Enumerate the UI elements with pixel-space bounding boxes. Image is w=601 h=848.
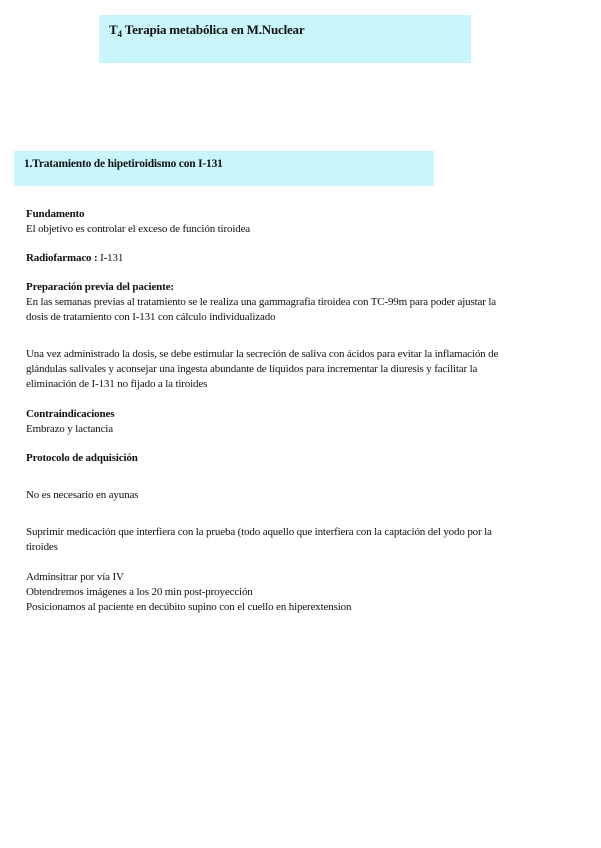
protocolo-medicacion-line-1: Suprimir medicación que interfiera con la prueba (todo aquello que interfiera con la captación del yodo por la [26,526,492,538]
protocolo-via: Adminsitrar por vía IV [26,571,124,583]
contraindicaciones-heading: Contraindicaciones [26,408,115,420]
preparacion-para2-line-2: glándulas salivales y aconsejar una ingesta abundante de líquidos para incrementar la diuresis y facilitar la [26,363,478,375]
document-title-banner [99,15,471,63]
protocolo-ayunas: No es necesario en ayunas [26,489,139,501]
radiofarmaco-heading: Radiofarmaco : [26,252,98,264]
preparacion-line-1: En las semanas previas al tratamiento se le realiza una gammagrafia tiroidea con TC-99m para poder ajustar la [26,296,496,308]
section-heading: 1.Tratamiento de hipetiroidismo con I-131 [24,158,223,170]
preparacion-para2-line-1: Una vez administrado la dosis, se debe estimular la secreción de saliva con ácidos para evitar la inflamación de [26,348,499,360]
title-number: 4 [117,29,122,39]
protocolo-imagenes: Obtendremos imágenes a los 20 min post-proyección [26,586,253,598]
document-body [26,207,561,615]
protocolo-medicacion-line-2: tiroides [26,541,58,553]
radiofarmaco-value: I-131 [97,252,124,264]
section-heading-banner [14,151,434,186]
protocolo-posicion: Posicionamos al paciente en decúbito supino con el cuello en hiperextension [26,601,352,613]
fundamento-text: El objetivo es controlar el exceso de función tiroidea [26,223,251,235]
preparacion-heading: Preparación previa del paciente: [26,281,174,293]
fundamento-heading: Fundamento [26,208,85,220]
preparacion-para2-line-3: eliminación de I-131 no fijado a la tiroides [26,378,208,390]
contraindicaciones-text: Embrazo y lactancia [26,423,113,435]
protocolo-heading: Protocolo de adquisición [26,452,138,464]
title-label: Terapia metabólica en M.Nuclear [124,22,305,37]
document-title [109,22,304,38]
radiofarmaco-line [26,251,561,266]
title-prefix: T [109,22,118,37]
preparacion-line-2: dosis de tratamiento con I-131 con cálculo individualizado [26,311,276,323]
